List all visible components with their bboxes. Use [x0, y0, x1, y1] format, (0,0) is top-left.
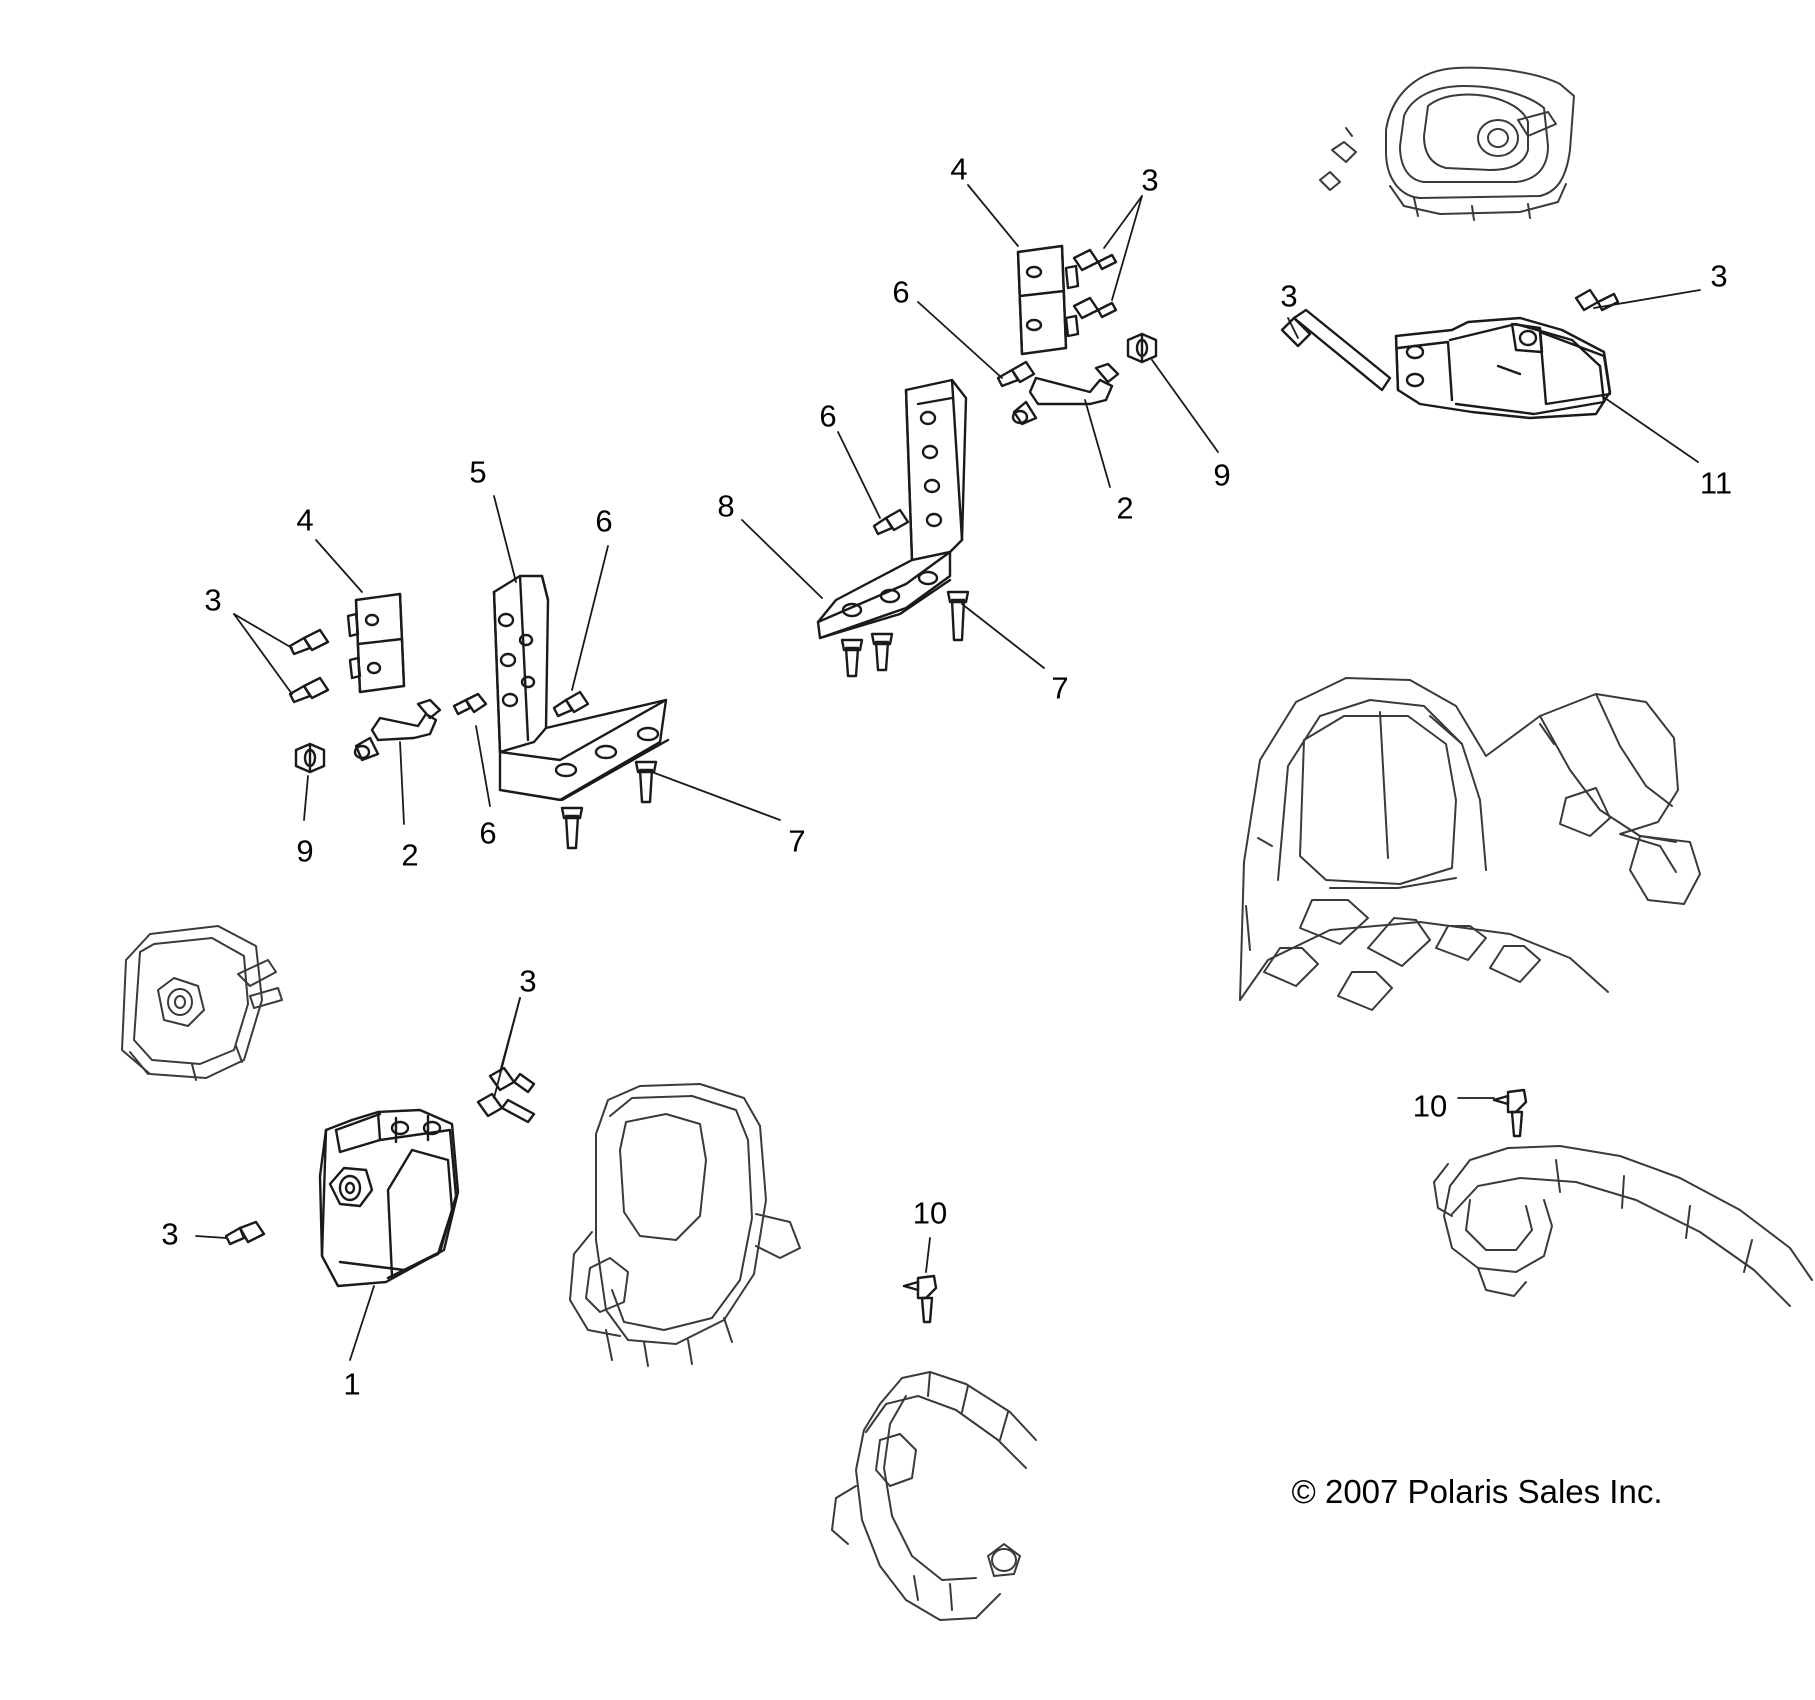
callout-7-left: 7 [788, 823, 806, 859]
callout-3-far-right: 3 [1710, 258, 1728, 294]
callout-7-right: 7 [1051, 670, 1069, 706]
callout-6-center: 6 [819, 398, 837, 434]
callout-1: 1 [343, 1366, 361, 1402]
callout-11: 11 [1699, 465, 1733, 501]
callout-9-top: 9 [1213, 457, 1231, 493]
callout-5: 5 [469, 454, 487, 490]
callout-6-left-upper: 6 [595, 503, 613, 539]
callout-3-top-right: 3 [1280, 278, 1298, 314]
callout-3-bottom-left: 3 [161, 1216, 179, 1252]
callout-2-top: 2 [1116, 490, 1134, 526]
callout-4-left: 4 [296, 502, 314, 538]
callout-3-top: 3 [1141, 162, 1159, 198]
callout-4-top: 4 [950, 151, 968, 187]
callout-8: 8 [717, 488, 735, 524]
callout-9-left: 9 [296, 833, 314, 869]
callout-10-right: 10 [1412, 1088, 1448, 1124]
callout-6-top: 6 [892, 274, 910, 310]
callout-3-bottom-left-upper: 3 [519, 963, 537, 999]
copyright-notice: © 2007 Polaris Sales Inc. [1291, 1473, 1663, 1510]
callout-3-left: 3 [204, 582, 222, 618]
callout-10-center: 10 [912, 1195, 948, 1231]
callout-2-left: 2 [401, 837, 419, 873]
callout-6-left-lower: 6 [479, 815, 497, 851]
